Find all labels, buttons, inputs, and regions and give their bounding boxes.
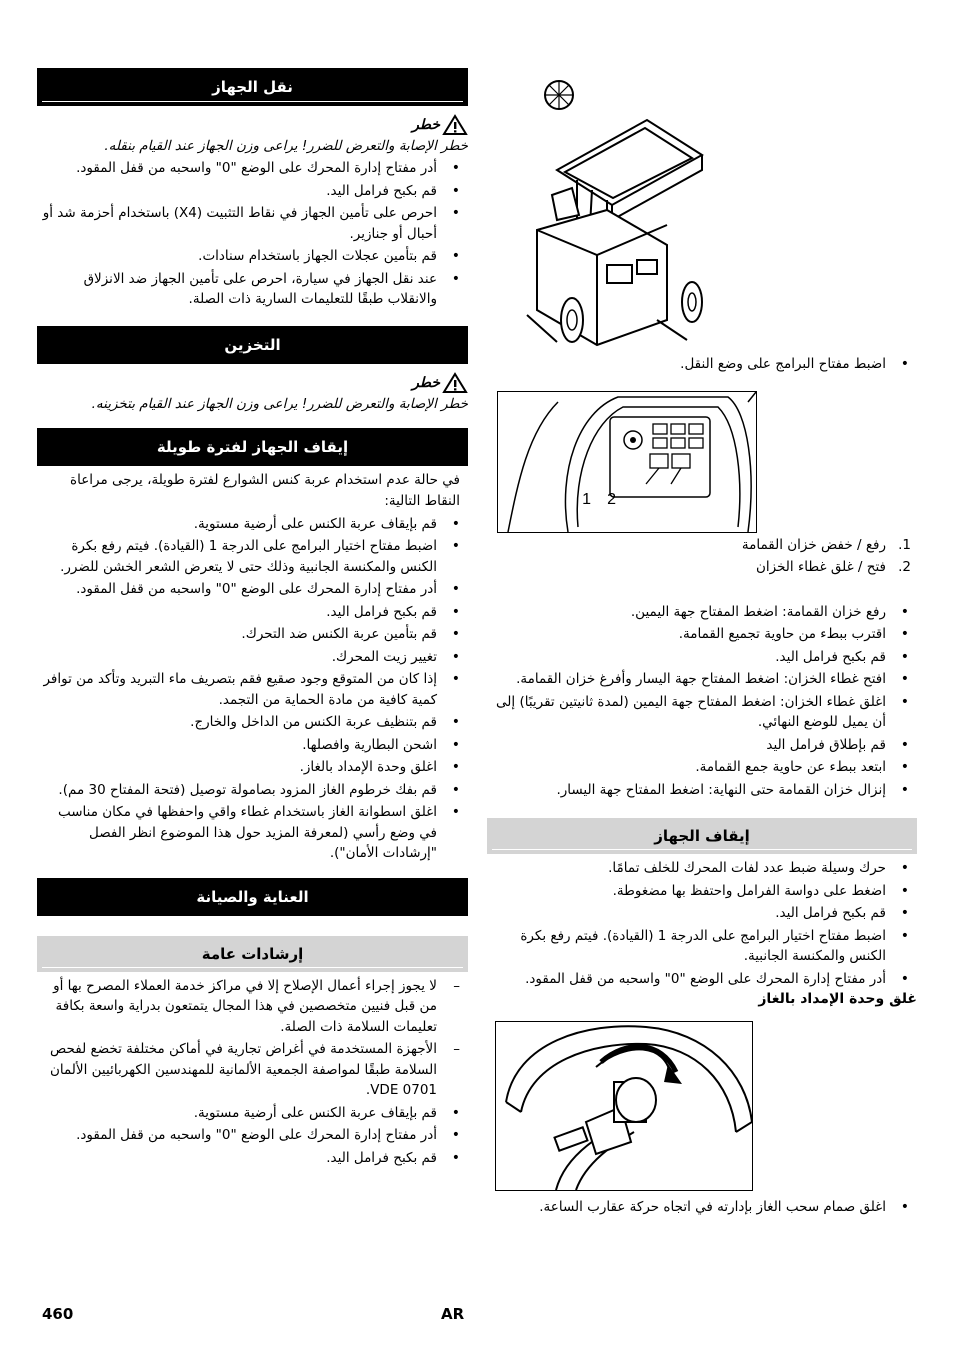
list-item: • اضغط على دواسة الفرامل واحتفظ بها مضغوطة. [487, 881, 917, 902]
list-item: • افتح غطاء الخزان: اضغط المفتاح جهة اليسار وأفرغ خزان القمامة. [487, 669, 917, 690]
list-item: • رفع خزان القمامة: اضغط المفتاح جهة اليمين. [487, 602, 917, 623]
list-item: • أدر مفتاح إدارة المحرك على الوضع "0" واسحبه من قفل المقود. [487, 969, 917, 990]
list-item: • اقترب ببطء من حاوية تجميع القمامة. [487, 624, 917, 645]
control-panel-illustration [498, 392, 756, 532]
long-stop-list [37, 514, 468, 864]
left-column [487, 80, 917, 1220]
list-item: • أدر مفتاح إدارة المحرك على الوضع "0" واسحبه من قفل المقود. [37, 579, 468, 600]
sweeper-machine-illustration [517, 80, 707, 350]
page-number: 460 [42, 1305, 74, 1323]
section-heading-stop: إيقاف الجهاز [487, 818, 917, 854]
list-item: • حرك وسيلة ضبط عدد لفات المحرك للخلف تمامًا. [487, 858, 917, 879]
list-item: • قم بكبح فرامل اليد. [487, 647, 917, 668]
list-item: – لا يجوز إجراء أعمال الإصلاح إلا في مراكز خدمة العملاء المصرح بها أو من قبل فنيين متخصصين في هذا المجال يتمتعون بدراية واسعة بكافة تعليمات السلامة ذات الصلة. [37, 976, 468, 1038]
section-heading-care: العناية والصيانة [37, 878, 468, 916]
list-item: • إنزال خزان القمامة حتى النهاية: اضغط المفتاح جهة اليسار. [487, 780, 917, 801]
gas-subheading: غلق وحدة الإمداد بالغاز [758, 991, 917, 1007]
list-item: • اضبط مفتاح اختيار البرامج على الدرجة 1 (القيادة). فيتم رفع بكرة الكنس والمكنسة الجانبية. [487, 926, 917, 967]
gas-list [487, 1197, 917, 1218]
warning-label: خطر [37, 114, 468, 136]
warning-label: خطر [37, 372, 468, 394]
section-heading-long-stop: إيقاف الجهاز لفترة طويلة [37, 428, 468, 466]
numbered-list [487, 535, 917, 578]
list-item: • قم بكبح فرامل اليد. [487, 903, 917, 924]
control-panel-figure [497, 391, 757, 533]
care-dash-list [37, 976, 468, 1101]
list-item: • أدر مفتاح إدارة المحرك على الوضع "0" واسحبه من قفل المقود. [37, 1125, 468, 1146]
list-item: • ابتعد ببطء عن حاوية جمع القمامة. [487, 757, 917, 778]
list-item: • قم بكبح فرامل اليد. [37, 602, 468, 623]
subheading-general: إرشادات عامة [37, 936, 468, 972]
care-list [37, 1103, 468, 1169]
list-item: – الأجهزة المستخدمة في أغراض تجارية في أماكن مختلفة تخضع لفحص السلامة طبقًا لمواصفة الجمعية الألمانية للمهندسين الكهربائيين الألمان VDE 0701. [37, 1039, 468, 1101]
list-item: • قم بفك خرطوم الغاز المزود بصامولة توصيل (فتحة المفتاح 30 مم). [37, 780, 468, 801]
section-heading-storage: التخزين [37, 326, 468, 364]
intro-text: في حالة عدم استخدام عربة كنس الشوارع لفترة طويلة، يرجى مراعاة النقاط التالية: [70, 471, 460, 509]
warning-text: خطر الإصابة والتعرض للضرر! يراعى وزن الجهاز عند القيام بتخزينه. [91, 395, 468, 412]
list-item: • احرص على تأمين الجهاز في نقاط التثبيت (X4) باستخدام أحزمة شد أو أحبال أو جنازير. [37, 203, 468, 244]
list-item: • اضبط مفتاح اختيار البرامج على الدرجة 1 (القيادة). فيتم رفع بكرة الكنس والمكنسة الجانبية وذلك حتى لا يتعرض الشعر الخشن للضرر. [37, 536, 468, 577]
list-item: • قم بكبح فرامل اليد. [37, 1148, 468, 1169]
list-item: • قم بكبح فرامل اليد. [37, 181, 468, 202]
list-item: • اغلق وحدة الإمداد بالغاز. [37, 757, 468, 778]
numbered-item: 1. رفع / خفض خزان القمامة [741, 536, 911, 553]
list-item: • قم بتأمين عربة الكنس ضد التحرك. [37, 624, 468, 645]
list-item: • عند نقل الجهاز في سيارة، احرص على تأمين الجهاز ضد الانزلاق والانقلاب طبقًا للتعليمات السارية ذات الصلة. [37, 269, 468, 310]
gas-valve-illustration [496, 1022, 752, 1190]
list-item: • إذا كان من المتوقع وجود صقيع فقم بتصريف ماء التبريد وتأكد من توافر كمية كافية من مادة الحماية من التجمد. [37, 669, 468, 710]
right-column [37, 68, 468, 1170]
transport-list [37, 158, 468, 310]
transport-setting-list [487, 354, 917, 375]
warning-text: خطر الإصابة والتعرض للضرر! يراعى وزن الجهاز عند القيام بنقله. [104, 138, 468, 154]
warning-triangle-icon [442, 372, 468, 394]
list-item: • تغيير زيت المحرك. [37, 647, 468, 668]
list-item: • قم بتأمين عجلات الجهاز باستخدام سنادات. [37, 246, 468, 267]
list-item: • قم بتنظيف عربة الكنس من الداخل والخارج. [37, 712, 468, 733]
list-item: • أدر مفتاح إدارة المحرك على الوضع "0" واسحبه من قفل المقود. [37, 158, 468, 179]
panel-label-2: 2 [607, 490, 616, 508]
list-item: • قم بإيقاف عربة الكنس على أرضية مستوية. [37, 514, 468, 535]
list-item: • قم بإطلاق فرامل اليد [487, 735, 917, 756]
hopper-list [487, 602, 917, 801]
panel-label-1: 1 [582, 490, 591, 508]
list-item: • اضبط مفتاح البرامج على وضع النقل. [487, 354, 917, 375]
warning-triangle-icon [442, 114, 468, 136]
list-item: • اغلق اسطوانة الغاز باستخدام غطاء واقي واحفظها في مكان مناسب في وضع رأسي (لمعرفة المزيد حول هذا الموضوع انظر الفصل "إرشادات الأمان"). [37, 802, 468, 864]
list-item: • اغلق غطاء الخزان: اضغط المفتاح جهة اليمين (لمدة ثانيتين تقريبًا) إلى أن يميل للوضع النهائي. [487, 692, 917, 733]
language-code: AR [441, 1305, 465, 1323]
list-item: • قم بإيقاف عربة الكنس على أرضية مستوية. [37, 1103, 468, 1124]
list-item: • اغلق صمام سحب الغاز بإدارته في اتجاه حركة عقارب الساعة. [487, 1197, 917, 1218]
gas-valve-figure [495, 1021, 753, 1191]
numbered-item: 2. فتح / غلق غطاء الخزان [755, 559, 911, 575]
section-heading-transport: نقل الجهاز [37, 68, 468, 106]
stop-list [487, 858, 917, 989]
list-item: • اشحن البطارية وافصلها. [37, 735, 468, 756]
